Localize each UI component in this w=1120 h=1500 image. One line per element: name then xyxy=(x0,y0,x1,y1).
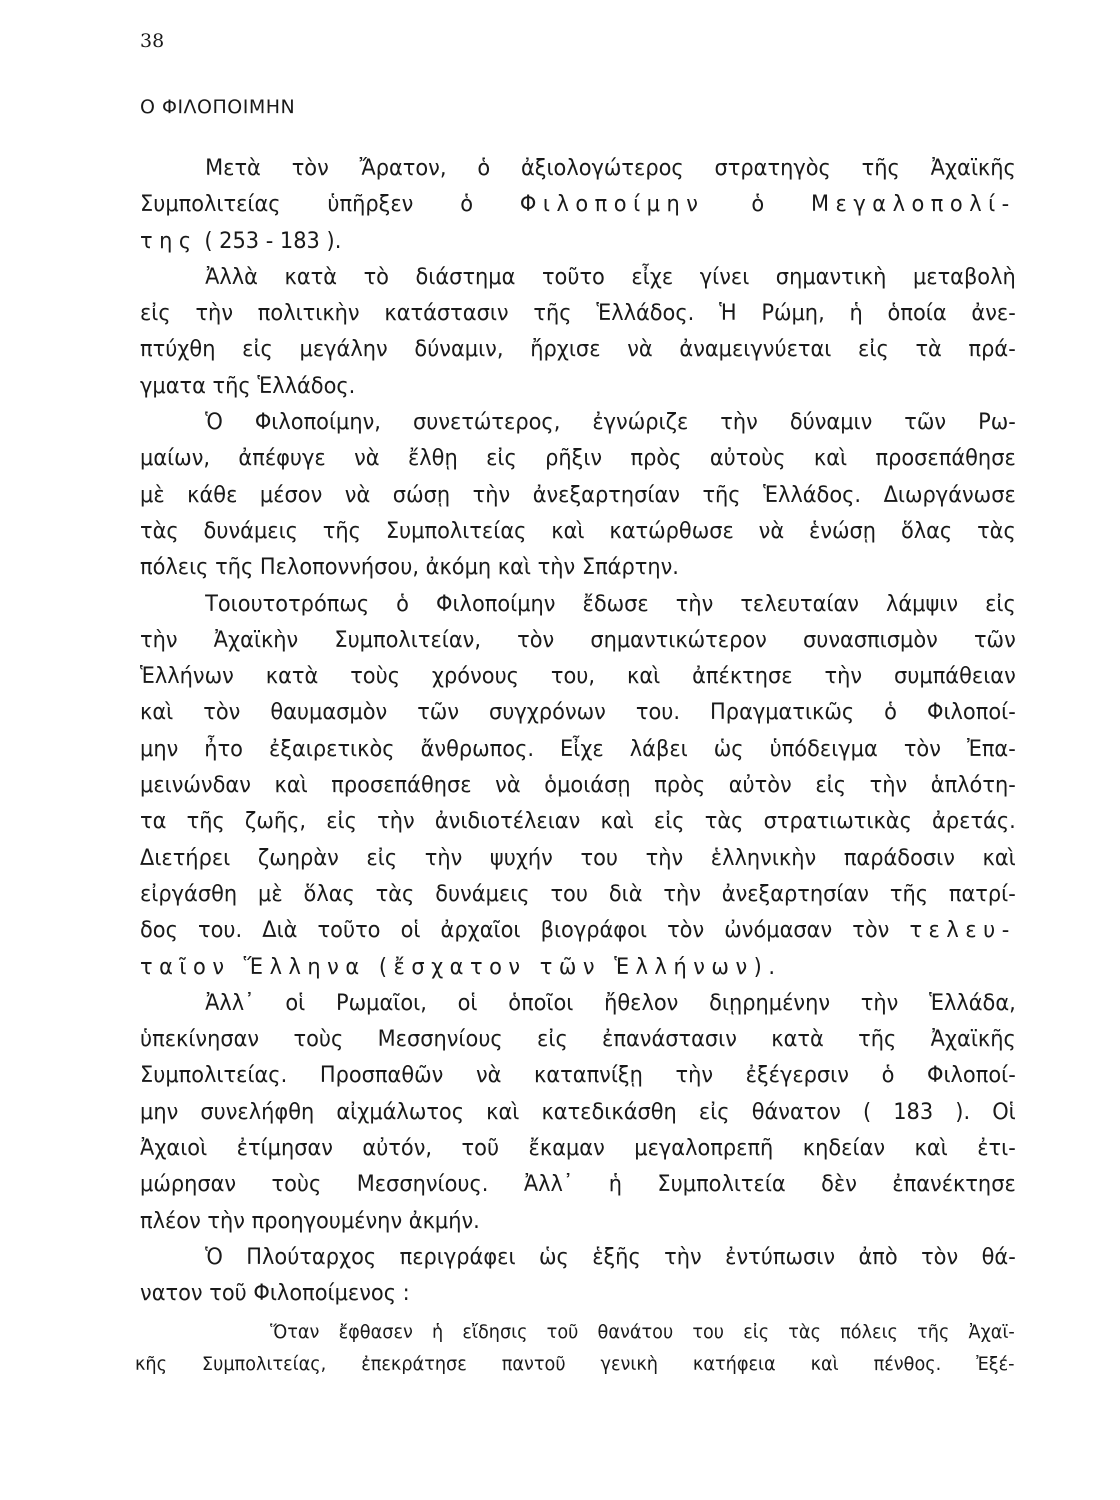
text-segment: Διετήρει ζωηρὰν εἰς τὴν ψυχήν του τὴν ἑλληνικὴν παράδοσιν καὶ xyxy=(140,844,1016,871)
text-line xyxy=(140,985,1016,1021)
block-quote xyxy=(135,1316,1015,1380)
text-line xyxy=(140,1166,1016,1202)
text-line xyxy=(140,840,1016,876)
text-line xyxy=(140,331,1016,367)
text-line xyxy=(140,767,1016,803)
text-line xyxy=(140,368,1016,404)
text-line xyxy=(140,731,1016,767)
text-segment: μην ἦτο ἐξαιρετικὸς ἄνθρωπος. Εἶχε λάβει ὡς ὑπόδειγμα τὸν Ἐπα- xyxy=(140,735,1016,762)
text-segment: Ἀχαιοὶ ἐτίμησαν αὐτόν, τοῦ ἔκαμαν μεγαλοπρεπῆ κηδείαν καὶ ἐτι- xyxy=(140,1135,1016,1162)
text-segment: Συμπολιτείας ὑπῆρξεν ὁ xyxy=(140,191,520,218)
text-line xyxy=(140,186,1016,222)
text-line xyxy=(140,1057,1016,1093)
body-text xyxy=(140,150,1016,1312)
quote-line: Ὅταν ἔφθασεν ἡ εἴδησις τοῦ θανάτου του εἰς τὰς πόλεις τῆς Ἀχαϊ- xyxy=(270,1321,1015,1343)
text-line xyxy=(140,1021,1016,1057)
text-segment: καὶ τὸν θαυμασμὸν τῶν συγχρόνων του. Πραγματικῶς ὁ Φιλοποί- xyxy=(140,699,1016,726)
text-line xyxy=(140,912,1016,948)
text-segment: ὁ xyxy=(704,191,811,218)
text-segment: Συμπολιτείας. Προσπαθῶν νὰ καταπνίξῃ τὴν ἐξέγερσιν ὁ Φιλοποί- xyxy=(140,1062,1016,1089)
text-line xyxy=(140,949,1016,985)
text-segment: μώρησαν τοὺς Μεσσηνίους. Ἀλλ᾽ ἡ Συμπολιτεία δὲν ἐπανέκτησε xyxy=(140,1171,1016,1198)
text-segment: εἰργάσθη μὲ ὅλας τὰς δυνάμεις του διὰ τὴν ἀνεξαρτησίαν τῆς πατρί- xyxy=(140,880,1016,907)
text-segment: Ὁ Πλούταρχος περιγράφει ὡς ἑξῆς τὴν ἐντύπωσιν ἀπὸ τὸν θά- xyxy=(205,1243,1016,1270)
text-segment: νατον τοῦ Φιλοποίμενος : xyxy=(140,1280,410,1307)
text-line xyxy=(140,549,1016,585)
spaced-emphasis: ταῖον Ἕλληνα (ἔσχατον τῶν Ἑλλήνων) xyxy=(140,953,769,980)
text-segment: Ὁ Φιλοποίμην, συνετώτερος, ἐγνώριζε τὴν δύναμιν τῶν Ρω- xyxy=(205,409,1016,436)
text-line xyxy=(140,440,1016,476)
text-segment: Ἀλλ᾽ οἱ Ρωμαῖοι, οἱ ὁποῖοι ἤθελον διῃρημένην τὴν Ἑλλάδα, xyxy=(205,989,1016,1016)
text-line xyxy=(140,803,1016,839)
text-line xyxy=(140,694,1016,730)
text-segment: ὑπεκίνησαν τοὺς Μεσσηνίους εἰς ἐπανάστασιν κατὰ τῆς Ἀχαϊκῆς xyxy=(140,1026,1016,1053)
spaced-emphasis: της xyxy=(140,227,198,254)
text-line xyxy=(140,1203,1016,1239)
text-line xyxy=(140,1130,1016,1166)
text-line xyxy=(140,658,1016,694)
text-line xyxy=(140,622,1016,658)
spaced-emphasis: τελευ- xyxy=(909,917,1016,944)
text-segment: δος του. Διὰ τοῦτο οἱ ἀρχαῖοι βιογράφοι τὸν ὠνόμασαν τὸν xyxy=(140,917,910,944)
chapter-title: Ο ΦΙΛΟΠΟΙΜΗΝ xyxy=(140,96,296,118)
text-line xyxy=(140,1239,1016,1275)
text-line xyxy=(140,259,1016,295)
text-segment: γματα τῆς Ἑλλάδος. xyxy=(140,372,356,399)
text-segment: εἰς τὴν πολιτικὴν κατάστασιν τῆς Ἑλλάδος. Ἡ Ρώμη, ἡ ὁποία ἀνε- xyxy=(140,300,1016,327)
text-segment: Ἑλλήνων κατὰ τοὺς χρόνους του, καὶ ἀπέκτησε τὴν συμπάθειαν xyxy=(140,663,1016,690)
text-segment: πτύχθη εἰς μεγάλην δύναμιν, ἤρχισε νὰ ἀναμειγνύεται εἰς τὰ πρά- xyxy=(140,336,1016,363)
text-line xyxy=(140,223,1016,259)
text-line xyxy=(140,1094,1016,1130)
text-segment: μαίων, ἀπέφυγε νὰ ἔλθῃ εἰς ρῆξιν πρὸς αὐτοὺς καὶ προσεπάθησε xyxy=(140,445,1016,472)
text-line xyxy=(140,150,1016,186)
text-line xyxy=(140,876,1016,912)
text-segment: μην συνελήφθη αἰχμάλωτος καὶ κατεδικάσθη εἰς θάνατον ( 183 ). Οἱ xyxy=(140,1098,1016,1125)
text-segment: μὲ κάθε μέσον νὰ σώσῃ τὴν ἀνεξαρτησίαν τῆς Ἑλλάδος. Διωργάνωσε xyxy=(140,481,1016,508)
page-number: 38 xyxy=(140,30,165,52)
text-line xyxy=(140,586,1016,622)
spaced-emphasis: Μεγαλοπολί- xyxy=(810,191,1016,218)
spaced-emphasis: Φιλοποίμην xyxy=(519,191,705,218)
text-line xyxy=(140,295,1016,331)
text-segment: μεινώνδαν καὶ προσεπάθησε νὰ ὁμοιάσῃ πρὸς αὐτὸν εἰς τὴν ἁπλότη- xyxy=(140,772,1016,799)
text-segment: τὰς δυνάμεις τῆς Συμπολιτείας καὶ κατώρθωσε νὰ ἑνώσῃ ὅλας τὰς xyxy=(140,517,1016,544)
text-segment: . xyxy=(768,953,775,980)
text-segment: ( 253 - 183 ). xyxy=(197,227,342,254)
text-segment: πλέον τὴν προηγουμένην ἀκμήν. xyxy=(140,1207,480,1234)
text-segment: Τοιουτοτρόπως ὁ Φιλοποίμην ἔδωσε τὴν τελευταίαν λάμψιν εἰς xyxy=(205,590,1016,617)
text-segment: Ἀλλὰ κατὰ τὸ διάστημα τοῦτο εἶχε γίνει σημαντικὴ μεταβολὴ xyxy=(205,263,1016,290)
text-segment: Μετὰ τὸν Ἄρατον, ὁ ἀξιολογώτερος στρατηγὸς τῆς Ἀχαϊκῆς xyxy=(205,155,1016,181)
text-line xyxy=(140,404,1016,440)
text-line xyxy=(140,477,1016,513)
text-segment: τα τῆς ζωῆς, εἰς τὴν ἀνιδιοτέλειαν καὶ εἰς τὰς στρατιωτικὰς ἀρετάς. xyxy=(140,808,1016,835)
text-segment: πόλεις τῆς Πελοποννήσου, ἀκόμη καὶ τὴν Σπάρτην. xyxy=(140,554,679,581)
text-segment: τὴν Ἀχαϊκὴν Συμπολιτείαν, τὸν σημαντικώτερον συνασπισμὸν τῶν xyxy=(140,626,1016,653)
text-line xyxy=(140,1275,1016,1311)
quote-line: κῆς Συμπολιτείας, ἐπεκράτησε παντοῦ γενικὴ κατήφεια καὶ πένθος. Ἐξέ- xyxy=(135,1353,1015,1375)
text-line xyxy=(140,513,1016,549)
